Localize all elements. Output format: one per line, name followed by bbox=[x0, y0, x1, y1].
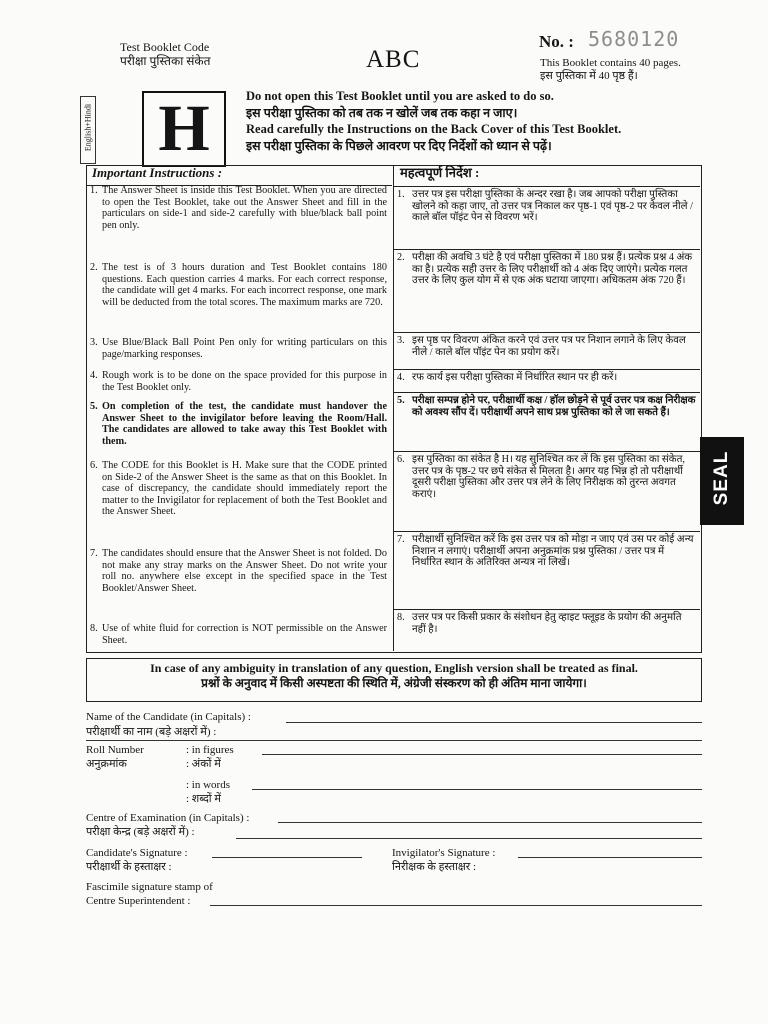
seal-label: SEAL bbox=[711, 450, 732, 506]
instruction-en-3 bbox=[86, 337, 391, 360]
instruction-number: 1. bbox=[397, 189, 405, 200]
instruction-text: उत्तर पत्र इस परीक्षा पुस्तिका के अन्दर रखा है। जब आपको परीक्षा पुस्तिका खोलने को कहा जाए, तो उत्तर पत्र निकाल कर पृष्ठ-1 एवं पृष्ठ-2 पर केवल नीले / काले बॉल पॉइंट पेन से विवरण भरें। bbox=[412, 189, 693, 224]
instruction-hi-8 bbox=[394, 609, 700, 635]
instruction-en-8 bbox=[86, 623, 391, 646]
instruction-hi-5 bbox=[394, 392, 700, 418]
instruction-text: The test is of 3 hours duration and Test Booklet contains 180 questions. Each question carries 4 marks. For each correct response, the candidate will get 4 marks. For each incorrect response, one mark will be deducted from the total scores. The maximum marks are 720. bbox=[102, 262, 387, 308]
language-tag-text: English+Hindi bbox=[83, 103, 93, 152]
candidate-signature-field[interactable] bbox=[212, 857, 362, 858]
booklet-code-label: Test Booklet Code bbox=[120, 40, 210, 54]
roll-words-field[interactable] bbox=[252, 789, 702, 790]
candidate-signature-label-hindi: परीक्षार्थी के हस्ताक्षर : bbox=[86, 861, 172, 873]
instructions-heading-hindi: महत्वपूर्ण निर्देश : bbox=[400, 165, 480, 180]
name-label-english: Name of the Candidate (in Capitals) : bbox=[86, 711, 251, 723]
roll-figures-field[interactable] bbox=[262, 754, 702, 755]
instruction-hi-1 bbox=[394, 186, 700, 224]
instruction-en-7 bbox=[86, 548, 391, 594]
instruction-en-6 bbox=[86, 460, 391, 518]
invigilator-signature-label: Invigilator's Signature : bbox=[392, 847, 496, 859]
instruction-number: 8. bbox=[397, 612, 405, 623]
instruction-number: 8. bbox=[90, 623, 98, 634]
instructions-heading-english: Important Instructions : bbox=[86, 165, 392, 186]
candidate-form bbox=[86, 708, 706, 918]
instruction-hi-2 bbox=[394, 249, 700, 287]
instruction-text: Use of white fluid for correction is NOT permissible on the Answer Sheet. bbox=[102, 623, 387, 646]
instruction-text: परीक्षार्थी सुनिश्चित करें कि इस उत्तर पत्र को मोड़ा न जाए एवं उस पर कोई अन्य निशान न लगाएं। परीक्षार्थी अपना अनुक्रमांक प्रश्न पुस्तिका / उत्तर पत्र में निर्धारित स्थान के अतिरिक्त अन्यत्र ना लिखें। bbox=[412, 534, 694, 569]
roll-label-hindi: अनुक्रमांक bbox=[86, 758, 127, 770]
top-notes bbox=[246, 88, 621, 154]
ambiguity-note-hindi: प्रश्नों के अनुवाद में किसी अस्पष्टता की स्थिति में, अंग्रेजी संस्करण को ही अंतिम माना जायेगा। bbox=[201, 676, 587, 690]
centre-field-line-2[interactable] bbox=[236, 838, 702, 839]
instruction-number: 2. bbox=[397, 252, 405, 263]
invigilator-signature-label-hindi: निरीक्षक के हस्ताक्षर : bbox=[392, 861, 477, 873]
instruction-number: 1. bbox=[90, 185, 98, 196]
instruction-text: उत्तर पत्र पर किसी प्रकार के संशोधन हेतु व्हाइट फ्लूइड के प्रयोग की अनुमति नहीं है। bbox=[412, 612, 682, 635]
instruction-text: On completion of the test, the candidate must handover the Answer Sheet to the invigilator before leaving the Room/Hall. The candidates are allowed to take away this Test Booklet with them. bbox=[102, 401, 387, 447]
words-label-english: : in words bbox=[186, 779, 230, 791]
language-tag bbox=[80, 96, 96, 164]
instruction-text: परीक्षा की अवधि 3 घंटे है एवं परीक्षा पुस्तिका में 180 प्रश्न हैं। प्रत्येक प्रश्न 4 अंक का है। प्रत्येक सही उत्तर के लिए परीक्षार्थी को 4 अंक दिए जाएंगे। प्रत्येक गलत उत्तर के लिए कुल योग में से एक अंक घटाया जाएगा। अधिकतम अंक 720 हैं। bbox=[412, 252, 693, 287]
note-open-hi: इस परीक्षा पुस्तिका को तब तक न खोलें जब तक कहा न जाए। bbox=[246, 105, 518, 120]
instruction-number: 5. bbox=[397, 395, 405, 406]
note-read-en: Read carefully the Instructions on the Back Cover of this Test Booklet. bbox=[246, 122, 622, 136]
instruction-text: रफ कार्य इस परीक्षा पुस्तिका में निर्धारित स्थान पर ही करें। bbox=[412, 372, 618, 383]
page-count bbox=[540, 57, 681, 83]
words-label-hindi: : शब्दों में bbox=[186, 793, 221, 805]
seal-tab bbox=[700, 437, 744, 525]
instruction-en-2 bbox=[86, 262, 391, 308]
instruction-text: Use Blue/Black Ball Point Pen only for writing particulars on this page/marking responses. bbox=[102, 337, 387, 360]
instruction-number: 6. bbox=[90, 460, 98, 471]
instruction-en-1 bbox=[86, 185, 391, 231]
instruction-text: इस पृष्ठ पर विवरण अंकित करने एवं उत्तर पत्र पर निशान लगाने के लिए केवल नीले / काले बॉल पॉइंट पेन का प्रयोग करें। bbox=[412, 335, 686, 358]
instruction-text: परीक्षा सम्पन्न होने पर, परीक्षार्थी कक्ष / हॉल छोड़ने से पूर्व उत्तर पत्र कक्ष निरीक्षक को अवश्य सौंप दें। परीक्षार्थी अपने साथ प्रश्न पुस्तिका को ले जा सकते हैं। bbox=[412, 395, 696, 418]
instruction-text: The CODE for this Booklet is H. Make sure that the CODE printed on Side-2 of the Answer Sheet is the same as that on this Booklet. In case of discrepancy, the candidate should immediately report the matter to the Invigilator for replacement of both the Test Booklet and the Answer Sheet. bbox=[102, 460, 387, 518]
booklet-number-label: No. : bbox=[539, 32, 574, 51]
instruction-text: Rough work is to be done on the space provided for this purpose in the Test Booklet only. bbox=[102, 370, 387, 393]
roll-label-english: Roll Number bbox=[86, 744, 144, 756]
invigilator-signature-field[interactable] bbox=[518, 857, 702, 858]
instructions-hindi bbox=[393, 165, 700, 651]
page-count-hindi: इस पुस्तिका में 40 पृष्ठ हैं। bbox=[540, 70, 638, 82]
candidate-signature-label: Candidate's Signature : bbox=[86, 847, 188, 859]
booklet-code: ABC bbox=[366, 46, 421, 73]
instruction-hi-3 bbox=[394, 332, 700, 358]
instruction-hi-6 bbox=[394, 451, 700, 500]
centre-label-hindi: परीक्षा केन्द्र (बड़े अक्षरों में) : bbox=[86, 826, 195, 838]
instructions-english bbox=[86, 165, 391, 646]
instruction-number: 5. bbox=[90, 401, 98, 412]
instruction-number: 3. bbox=[90, 337, 98, 348]
ambiguity-note bbox=[86, 658, 702, 702]
stamp-label-line-1: Fascimile signature stamp of bbox=[86, 881, 213, 893]
instruction-number: 7. bbox=[397, 534, 405, 545]
instruction-en-5 bbox=[86, 401, 391, 447]
instruction-number: 7. bbox=[90, 548, 98, 559]
instruction-hi-7 bbox=[394, 531, 700, 569]
instruction-number: 2. bbox=[90, 262, 98, 273]
instruction-number: 6. bbox=[397, 454, 405, 465]
figures-label-english: : in figures bbox=[186, 744, 234, 756]
stamp-label-line-2: Centre Superintendent : bbox=[86, 895, 191, 907]
note-read-hi: इस परीक्षा पुस्तिका के पिछले आवरण पर दिए निर्देशों को ध्यान से पढ़ें। bbox=[246, 138, 552, 153]
centre-label-english: Centre of Examination (in Capitals) : bbox=[86, 812, 250, 824]
instruction-text: The Answer Sheet is inside this Test Booklet. When you are directed to open the Test Booklet, take out the Answer Sheet and fill in the particulars on side-1 and side-2 carefully with blue/black ball point pen only. bbox=[102, 185, 387, 231]
booklet-code-block bbox=[120, 40, 210, 68]
booklet-letter-box bbox=[142, 91, 226, 167]
centre-field[interactable] bbox=[278, 822, 702, 823]
booklet-code-label-hindi: परीक्षा पुस्तिका संकेत bbox=[120, 54, 211, 68]
instruction-text: The candidates should ensure that the Answer Sheet is not folded. Do not make any stray marks on the Answer Sheet. Do not write your roll no. anywhere else except in the specified space in the Test Booklet/Answer Sheet. bbox=[102, 548, 387, 594]
instruction-number: 3. bbox=[397, 335, 405, 346]
instruction-hi-4 bbox=[394, 369, 700, 384]
superintendent-stamp-field[interactable] bbox=[210, 905, 702, 906]
ambiguity-note-english: In case of any ambiguity in translation of any question, English version shall be treated as final. bbox=[150, 661, 638, 675]
note-open-en: Do not open this Test Booklet until you are asked to do so. bbox=[246, 89, 554, 103]
name-label-hindi: परीक्षार्थी का नाम (बड़े अक्षरों में) : bbox=[86, 726, 217, 738]
instruction-text: इस पुस्तिका का संकेत है H। यह सुनिश्चित कर लें कि इस पुस्तिका का संकेत, उत्तर पत्र के पृष्ठ-2 पर छपे संकेत से मिलता है। अगर यह भिन्न हो तो परीक्षार्थी दूसरी परीक्षा पुस्तिका और उत्तर पत्र लेने के लिए निरीक्षक को तुरन्त अवगत कराएं। bbox=[412, 454, 685, 500]
name-field-line-2[interactable] bbox=[86, 740, 702, 741]
booklet-number: 5680120 bbox=[588, 27, 680, 51]
instruction-number: 4. bbox=[90, 370, 98, 381]
name-field[interactable] bbox=[286, 722, 702, 723]
instruction-en-4 bbox=[86, 370, 391, 393]
figures-label-hindi: : अंकों में bbox=[186, 758, 221, 770]
instruction-number: 4. bbox=[397, 372, 405, 383]
booklet-letter: H bbox=[158, 92, 210, 165]
page-count-english: This Booklet contains 40 pages. bbox=[540, 57, 681, 69]
